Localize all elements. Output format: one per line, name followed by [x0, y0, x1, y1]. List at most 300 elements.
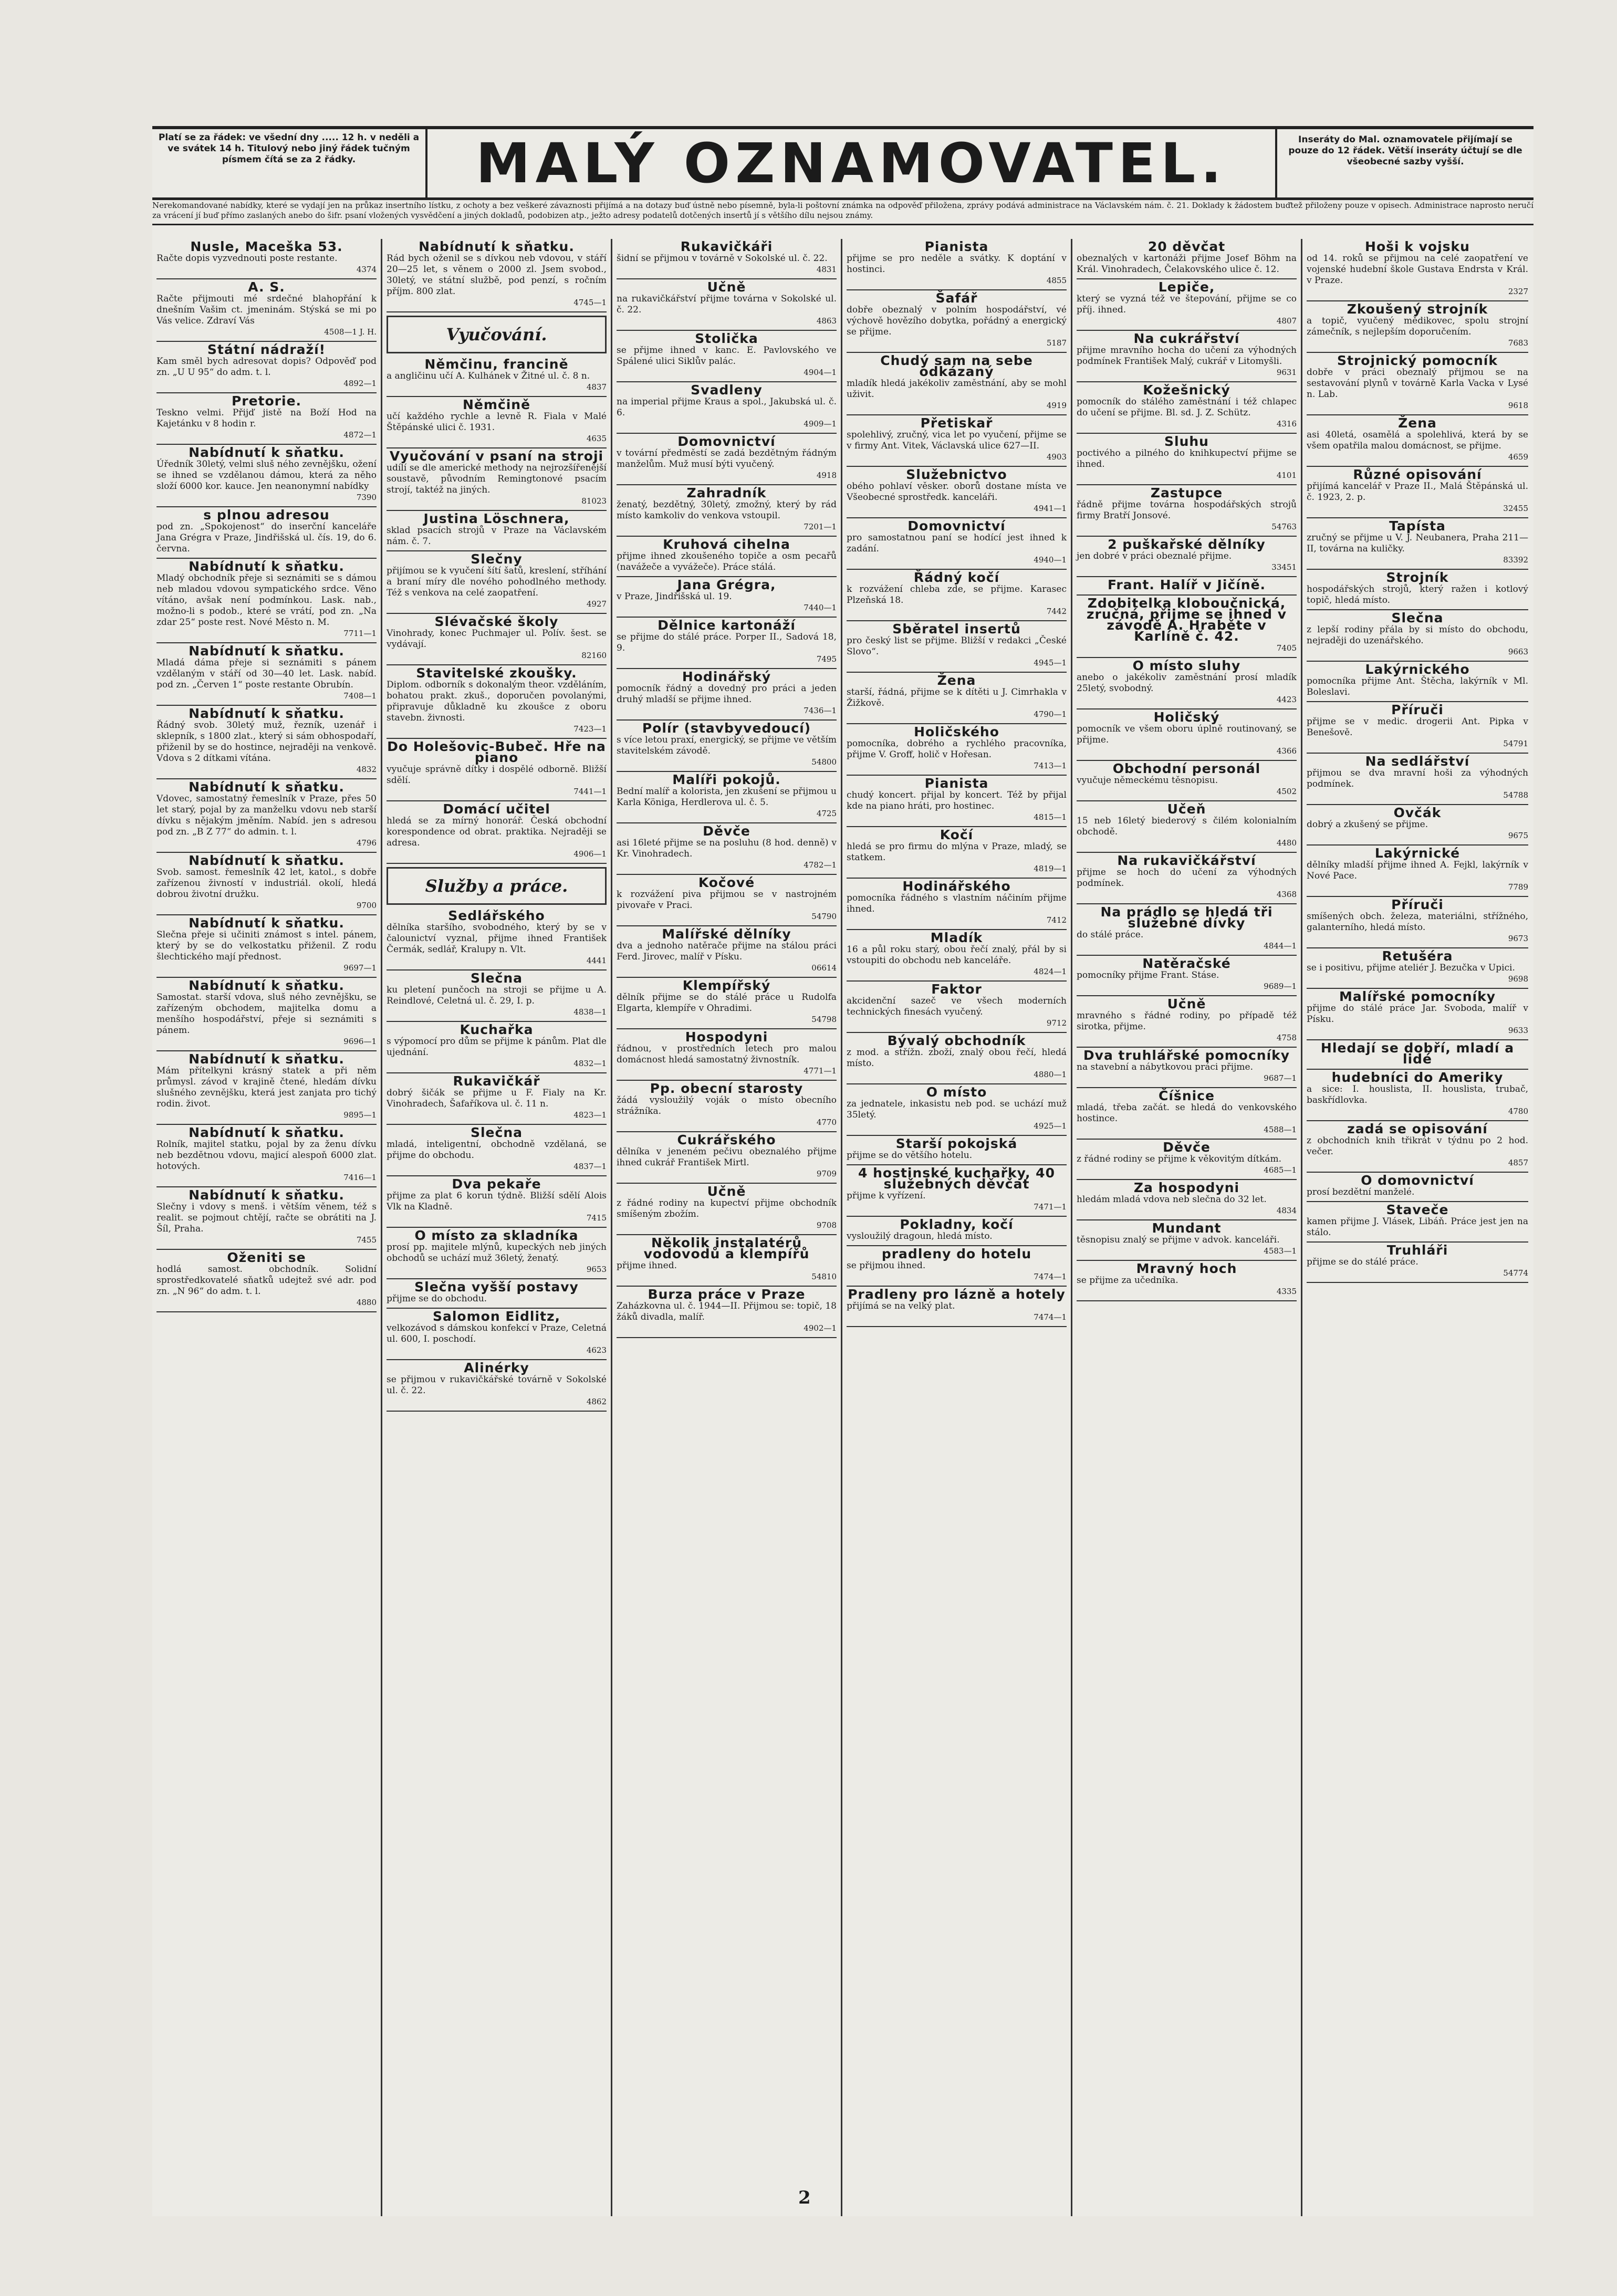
classified-ad: [157, 1125, 377, 1187]
ad-reference-number: 4745—1: [573, 298, 607, 307]
ad-text: řádně přijme továrna hospodářských strojů firmy Bratří Jonsové.: [1077, 499, 1297, 521]
ad-reference-number: 9631: [1276, 368, 1297, 377]
ad-title: Nabídnutí k sňatku.: [189, 1051, 345, 1067]
section-heading: Služby a práce.: [387, 867, 607, 905]
ad-title: Lakýrnické: [1374, 846, 1460, 861]
classified-ad: [617, 331, 837, 382]
classified-ad: [387, 239, 607, 312]
ad-title: Holičského: [914, 724, 999, 739]
ad-title: Slečna vyšší postavy: [414, 1279, 579, 1295]
ad-reference-number: 4101: [1276, 471, 1297, 480]
classified-ad: [1307, 1040, 1528, 1070]
ad-reference-number: 9689—1: [1264, 982, 1297, 991]
ad-title: Na rukavičkářství: [1117, 853, 1256, 868]
ad-title: Kočové: [698, 875, 755, 890]
ad-reference-number: 54791: [1503, 739, 1528, 748]
classified-ad: [1077, 1140, 1297, 1180]
classified-ad: [617, 772, 837, 823]
classified-ad: [387, 1073, 607, 1125]
classified-ad: [1077, 709, 1297, 761]
classified-ad: [387, 970, 607, 1022]
classified-ad: [1307, 702, 1528, 754]
ad-title: Pokladny, kočí: [900, 1217, 1014, 1232]
classified-ad: [1307, 805, 1528, 846]
ad-title: Do Holešovic-Bubeč. Hře na piano: [387, 739, 606, 765]
ad-reference-number: 4832: [356, 765, 377, 774]
ad-reference-number: 4685—1: [1264, 1165, 1297, 1175]
ad-reference-number: 4880—1: [1034, 1070, 1067, 1079]
ad-text: přijme mravního hocha do učení za výhodných podmínek František Malý, cukrář v Litomyšli.: [1077, 345, 1297, 367]
ad-reference-number: 32455: [1503, 504, 1528, 513]
ad-text: žádá vysloužilý voják o místo obecního strážníka.: [617, 1095, 837, 1116]
ad-title: Zastupce: [1150, 485, 1223, 500]
ad-text: na stavební a nábytkovou práci přijme.: [1077, 1062, 1253, 1072]
ad-reference-number: 7390: [356, 493, 377, 502]
classified-ad: [1307, 518, 1528, 570]
ad-title: Na sedlářství: [1365, 754, 1470, 769]
ad-title: Slévačské školy: [434, 614, 559, 629]
ad-title: Nabídnutí k sňatku.: [189, 643, 345, 659]
classified-ad: [1077, 1261, 1297, 1301]
classified-ad: [387, 1022, 607, 1073]
ad-reference-number: 83392: [1503, 555, 1528, 565]
ad-text: přijme se do obchodu.: [387, 1293, 487, 1304]
ad-text: Račte přijmouti mé srdečné blahopřání k dnešním Vašim ct. jmeninám. Stýská se mi po Vás velice. Zdraví Vás: [157, 294, 377, 326]
ad-reference-number: 4796: [356, 838, 377, 848]
ad-text: přijme se pro neděle a svátky. K doptání v hostinci.: [847, 253, 1067, 275]
ad-text: přijme ihned zkoušeného topiče a osm pecařů (navážeče a vyvážeče). Práce stálá.: [617, 551, 837, 572]
classified-ad: [387, 1279, 607, 1309]
ad-reference-number: 4844—1: [1264, 941, 1297, 951]
classified-ad: [847, 673, 1067, 724]
ad-text: Rád bych oženil se s dívkou neb vdovou, v stáří 20—25 let, s věnem o 2000 zl. Jsem svobod., 30letý, ve státní službě, pod penzí, s ročním příjm. 800 zlat.: [387, 253, 607, 297]
ad-reference-number: 4374: [356, 265, 377, 274]
classified-ad: [617, 1184, 837, 1235]
classified-ad: [847, 1246, 1067, 1287]
ad-title: Mravný hoch: [1136, 1261, 1237, 1276]
ad-text: dobře obeznalý v polním hospodářství, vé výchově hovězího dobytka, pořádný a energický se přijme.: [847, 305, 1067, 337]
ad-text: spolehlivý, zručný, vica let po vyučení, přijme se v firmy Ant. Vitek, Václavská ulice 627—II.: [847, 430, 1067, 451]
ad-text: Slečna přeje si učiniti známost s intel. pánem, který by se do velkostatku přiženil. Z rodu šlechtického mají přednost.: [157, 930, 377, 962]
classified-ad: [387, 1309, 607, 1360]
classified-ad: [1077, 485, 1297, 537]
ad-title: Učeň: [1167, 801, 1206, 817]
ad-reference-number: 4824—1: [1034, 967, 1067, 976]
ad-text: dobrý šičák se přijme u F. Fialy na Kr. Vinohradech, Šafaříkova ul. č. 11 n.: [387, 1088, 607, 1109]
ad-text: Samostat. starší vdova, sluš ného zevnějšku, se zařízeným obchodem, majitelka domu a menšího hospodářství, přeje si seznámiti s pánem.: [157, 992, 377, 1036]
ad-title: 4 hostinské kuchařky, 40 služebných děvčat: [858, 1165, 1055, 1192]
classified-ad: [1077, 996, 1297, 1048]
ad-reference-number: 54763: [1271, 522, 1297, 531]
classified-ad: [847, 1136, 1067, 1165]
ad-title: Nabídnutí k sňatku.: [189, 779, 345, 795]
column-2: [382, 239, 612, 2216]
classified-ad: [1307, 1173, 1528, 1202]
ad-text: a angličinu učí A. Kulhánek v Žitné ul. č. 8 n.: [387, 371, 590, 381]
ad-title: Sběratel insertů: [892, 621, 1021, 636]
ad-text: na imperial přijme Kraus a spol., Jakubská ul. č. 6.: [617, 396, 837, 418]
ad-text: sklad psacích strojů v Praze na Václavském nám. č. 7.: [387, 525, 607, 547]
ad-reference-number: 7455: [356, 1235, 377, 1245]
classified-ad: [1077, 1220, 1297, 1261]
ad-reference-number: 7471—1: [1034, 1202, 1067, 1212]
classified-ad: [1307, 989, 1528, 1040]
ad-title: zadá se opisování: [1347, 1121, 1488, 1136]
ad-text: Řádný svob. 30letý muž, řezník, uzenář i sklepník, s 1800 zlat., který si sám obhospodaří, přiženil by se do hostince, nejraději na venkově. Vdova s 2 dítkami vítána.: [157, 720, 377, 764]
classified-ad: [387, 448, 607, 511]
classified-ad: [847, 353, 1067, 415]
ad-text: přijímou se k vyučení šítí šatů, kreslení, stříhání a braní míry dle nového pohodlného methody. Též s venkova na celé zaopatření.: [387, 566, 607, 598]
ad-text: učí každého rychle a levně R. Fiala v Malé Štěpánské ulici č. 1931.: [387, 411, 607, 433]
ad-text: řádnou, v prostředních letech pro malou domácnost hledá samostatný živnostník.: [617, 1043, 837, 1065]
ad-text: anebo o jakékoliv zaměstnání prosí mladík 25letý, svobodný.: [1077, 672, 1297, 694]
ad-text: pomocníka přijme Ant. Štěcha, lakýrník v Ml. Boleslavi.: [1307, 676, 1528, 697]
ad-reference-number: 4863: [816, 316, 837, 326]
ad-title: Za hospodyni: [1133, 1180, 1240, 1195]
ad-reference-number: 4855: [1046, 276, 1067, 285]
classified-ad: [847, 827, 1067, 879]
classified-ad: [847, 239, 1067, 290]
classified-ad: [617, 485, 837, 537]
ad-title: pradleny do hotelu: [881, 1246, 1032, 1261]
ad-title: Lakýrnického: [1365, 662, 1470, 677]
ad-text: šidní se přijmou v továrně v Sokolské ul. č. 22.: [617, 253, 828, 264]
ad-text: Slečny i vdovy s menš. i větším věnem, též s realit. se pojmout chtějí, račte se obrátiti na J. Šíl, Praha.: [157, 1202, 377, 1234]
ad-reference-number: 4659: [1508, 452, 1528, 462]
ad-text: s výpomocí pro dům se přijme k pánům. Plat dle ujednání.: [387, 1036, 607, 1058]
ad-title: A. S.: [248, 279, 285, 295]
classified-ad: [617, 537, 837, 577]
classified-ad: [847, 776, 1067, 827]
ad-text: přijme k vyřízení.: [847, 1191, 926, 1201]
ad-title: Hospodyni: [685, 1029, 768, 1045]
ad-title: Příruči: [1391, 897, 1444, 912]
ad-title: 2 puškařské dělníky: [1108, 537, 1266, 552]
classified-ad: [617, 1132, 837, 1184]
ad-text: mladík hledá jakékoliv zaměstnání, aby se mohl uživit.: [847, 378, 1067, 400]
ad-title: Nabídnutí k sňatku.: [189, 445, 345, 460]
ad-text: hledám mladá vdova neb slečna do 32 let.: [1077, 1194, 1267, 1205]
ad-title: Slečny: [471, 551, 523, 567]
ad-title: Jana Grégra,: [677, 577, 776, 592]
ad-title: Dělnice kartonáží: [658, 618, 796, 633]
classified-ad: [157, 779, 377, 853]
ad-text: z obchodních knih třikrát v týdnu po 2 hod. večer.: [1307, 1135, 1528, 1157]
ad-text: mladá, třeba začát. se hledá do venkovského hostince.: [1077, 1102, 1297, 1124]
ad-text: zručný se přijme u V. J. Neubanera, Praha 211—II, továrna na kuličky.: [1307, 533, 1528, 554]
ad-reference-number: 4941—1: [1034, 504, 1067, 513]
classified-ad: [387, 739, 607, 801]
classified-ad: [387, 1176, 607, 1228]
ad-title: 20 děvčat: [1147, 239, 1226, 254]
ad-title: Nabídnutí k sňatku.: [189, 1187, 345, 1203]
ad-text: s více letou praxí, energický, se přijme ve větším stavitelském závodě.: [617, 735, 837, 756]
ad-title: Pretorie.: [231, 393, 302, 409]
classified-ad: [617, 978, 837, 1029]
ad-text: prosí bezdětní manželé.: [1307, 1187, 1415, 1197]
classified-ad: [1077, 1048, 1297, 1088]
ad-title: Slečna: [470, 1125, 523, 1140]
ad-text: z řádné rodiny se přijme k věkovitým dítkám.: [1077, 1154, 1282, 1164]
ad-text: který se vyzná též ve štepování, přijme se co příj. ihned.: [1077, 294, 1297, 315]
classified-ad: [1307, 1202, 1528, 1243]
ad-title: Tapísta: [1389, 518, 1446, 534]
ad-reference-number: 7416—1: [343, 1173, 377, 1182]
ad-reference-number: 4368: [1276, 890, 1297, 899]
ad-title: Stolička: [695, 331, 758, 346]
ad-reference-number: 7474—1: [1034, 1312, 1067, 1322]
ad-title: Žena: [937, 673, 976, 688]
ad-reference-number: 7201—1: [804, 522, 837, 531]
ad-title: Cukrářského: [677, 1132, 776, 1147]
ad-title: Sedlářského: [448, 908, 545, 923]
ad-text: pomocníka, dobrého a rychlého pracovníka, přijme V. Groff, holič v Hořesan.: [847, 738, 1067, 760]
classified-ad: [387, 665, 607, 739]
ad-reference-number: 4880: [356, 1298, 377, 1307]
ad-text: v Praze, Jindřišská ul. 19.: [617, 591, 732, 602]
ad-text: chudý koncert. přijal by koncert. Též by přijal kde na piano hráti, pro hostinec.: [847, 790, 1067, 811]
section-heading: Vyučování.: [387, 316, 607, 353]
ad-reference-number: 4441: [586, 956, 607, 965]
ad-title: Pp. obecní starosty: [650, 1081, 804, 1096]
ad-text: z řádné rodiny na kupectví přijme obchodník smíšeným zbožím.: [617, 1198, 837, 1219]
classified-ad: [1077, 434, 1297, 485]
ad-reference-number: 4872—1: [343, 430, 377, 440]
ad-reference-number: 4502: [1276, 787, 1297, 796]
ad-text: těsnopisu znalý se přijme v advok. kanceláři.: [1077, 1235, 1280, 1245]
ad-title: Malíři pokojů.: [672, 772, 781, 787]
column-3: [612, 239, 842, 2216]
ad-title: Vyučování v psaní na stroji: [389, 448, 604, 464]
ad-reference-number: 7415: [586, 1213, 607, 1223]
ad-reference-number: 5187: [1046, 338, 1067, 348]
ad-title: Služebnictvo: [906, 467, 1007, 482]
ad-text: přijme za plat 6 korun týdně. Bližší sdělí Alois Vlk na Kladně.: [387, 1191, 607, 1212]
ad-reference-number: 4423: [1276, 695, 1297, 704]
ad-text: hledá se za mírný honorář. Česká obchodní korespondence od obrat. praktika. Nejraději se adresa.: [387, 816, 607, 848]
classified-ad: [157, 445, 377, 507]
ad-reference-number: 4837: [586, 382, 607, 392]
ad-text: se přijme do stálé práce. Porper II., Sadová 18, 9.: [617, 632, 837, 653]
ad-reference-number: 7413—1: [1034, 761, 1067, 770]
classified-ad: [617, 721, 837, 772]
classified-ad: [157, 507, 377, 559]
classified-ad: [157, 915, 377, 978]
ad-reference-number: 4832—1: [573, 1059, 607, 1068]
ad-reference-number: 4892—1: [343, 379, 377, 388]
ad-reference-number: 9673: [1508, 934, 1528, 943]
ad-text: přijme se do většího hotelu.: [847, 1150, 973, 1161]
ad-title: s plnou adresou: [203, 507, 330, 523]
ad-reference-number: 4335: [1276, 1287, 1297, 1296]
classified-ad: [847, 290, 1067, 353]
ad-text: přijme se do stálé práce.: [1307, 1257, 1418, 1267]
column-1: [152, 239, 382, 2216]
ad-title: Hoši k vojsku: [1365, 239, 1470, 254]
ad-title: Stavitelské zkoušky.: [416, 665, 577, 681]
ad-title: Dva pekaře: [452, 1176, 541, 1192]
classified-ad: [387, 1360, 607, 1412]
classified-ad: [847, 930, 1067, 982]
ad-reference-number: 9709: [816, 1169, 837, 1178]
ad-reference-number: 7683: [1508, 338, 1528, 348]
ad-text: kamen přijme J. Vlásek, Libáň. Práce jest jen na stálo.: [1307, 1216, 1528, 1238]
ad-text: se přijme ihned v kanc. E. Pavlovského ve Spálené ulici Siklův palác.: [617, 345, 837, 367]
classified-ad: [387, 801, 607, 864]
ad-reference-number: 54790: [811, 912, 837, 921]
ad-title: Dva truhlářské pomocníky: [1083, 1048, 1290, 1063]
ad-reference-number: 4857: [1508, 1158, 1528, 1167]
ad-reference-number: 9633: [1508, 1026, 1528, 1035]
ad-reference-number: 4771—1: [804, 1066, 837, 1076]
ad-text: k rozvážení piva přijmou se v nastrojném pivovaře v Praci.: [617, 889, 837, 911]
ad-reference-number: 7789: [1508, 882, 1528, 892]
ad-reference-number: 4862: [586, 1397, 607, 1406]
ad-text: smíšených obch. železa, materiálni, střížného, galanterního, hledá místo.: [1307, 911, 1528, 933]
classified-ad: [157, 706, 377, 779]
classified-ad: [1077, 956, 1297, 996]
ad-text: pro český list se přijme. Bližší v redakci „České Slovo“.: [847, 635, 1067, 657]
classified-ad: [387, 1228, 607, 1279]
ad-text: Úředník 30letý, velmi sluš ného zevnějšku, ožení se ihned se vzdělanou dámou, která za něho složí 6000 kor. kauce. Jen neanonymní nabídky: [157, 459, 377, 492]
classified-ad: [847, 621, 1067, 673]
ad-title: Domovnictví: [907, 518, 1006, 534]
ad-text: přijímá se na velký plat.: [847, 1301, 955, 1311]
ad-text: hledá se pro firmu do mlýna v Praze, mladý, se statkem.: [847, 841, 1067, 863]
classified-ad: [1077, 239, 1297, 279]
ad-text: přijmou se dva mravní hoši za výhodných podmínek.: [1307, 768, 1528, 789]
ad-title: Kočí: [940, 827, 974, 842]
ad-text: za jednatele, inkasistu neb pod. se uchází muž 35letý.: [847, 1099, 1067, 1120]
ad-text: 15 neb 16letý biederový s čilém kolonialním obchodě.: [1077, 816, 1297, 837]
classified-ad: [1307, 754, 1528, 805]
ad-reference-number: 06614: [811, 963, 837, 973]
ad-text: ženatý, bezdětný, 30letý, zmožný, který by rád místo kamkoliv do venkova vstoupil.: [617, 499, 837, 521]
ad-reference-number: 4635: [586, 434, 607, 443]
classified-columns: [152, 239, 1533, 2216]
ad-title: Chudý sam na sebe odkázaný: [880, 353, 1033, 379]
ad-reference-number: 4902—1: [804, 1323, 837, 1333]
ad-title: Příruči: [1391, 702, 1444, 717]
classified-ad: [387, 614, 607, 665]
ad-reference-number: 4903: [1046, 452, 1067, 462]
ad-reference-number: 7495: [816, 654, 837, 664]
ad-reference-number: 4588—1: [1264, 1125, 1297, 1134]
ad-reference-number: 7442: [1046, 607, 1067, 616]
classified-ad: [387, 397, 607, 448]
classified-ad: [847, 1287, 1067, 1327]
classified-ad: [847, 1084, 1067, 1136]
classified-ad: [1077, 1180, 1297, 1220]
ad-title: Justina Löschnera,: [423, 511, 570, 526]
classified-ad: [1307, 353, 1528, 415]
ad-title: Strojník: [1386, 570, 1449, 585]
ad-text: dobře v práci obeznalý přijmou se na sestavování plynů v továrně Karla Vacka v Lysé n. Lab.: [1307, 367, 1528, 400]
ad-reference-number: 9708: [816, 1220, 837, 1230]
ad-text: pod zn. „Spokojenost“ do inserční kanceláře Jana Grégra v Praze, Jindřišská ul. čís. 19, do 6. června.: [157, 521, 377, 554]
classified-ad: [617, 1235, 837, 1287]
ad-title: O místo za skladníka: [414, 1228, 579, 1243]
ad-reference-number: 4940—1: [1034, 555, 1067, 565]
classified-ad: [847, 1217, 1067, 1246]
ad-title: Domácí učitel: [443, 801, 550, 817]
ad-text: Diplom. odborník s dokonalým theor. vzděláním, bohatou prakt. zkuš., doporučen povolanými, připravuje důkladně ku zkoušce z oboru stavebn. živnosti.: [387, 680, 607, 723]
ad-title: Mundant: [1152, 1220, 1222, 1236]
ad-title: Malířské pomocníky: [1339, 989, 1496, 1004]
classified-ad: [157, 853, 377, 915]
ad-text: starší, řádná, přijme se k dítěti u J. Cimrhakla v Žižkově.: [847, 687, 1067, 708]
ad-reference-number: 4782—1: [804, 860, 837, 870]
classified-ad: [1077, 761, 1297, 801]
ad-title: Mladík: [930, 930, 983, 945]
ad-text: asi 16leté přijme se na posluhu (8 hod. denně) v Kr. Vinohradech.: [617, 838, 837, 859]
ad-text: dělník přijme se do stálé práce u Rudolfa Elgarta, klempíře v Ohradimi.: [617, 992, 837, 1014]
ad-reference-number: 54800: [811, 757, 837, 767]
ad-text: vysloužilý dragoun, hledá místo.: [847, 1231, 993, 1241]
ad-title: Starší pokojská: [895, 1136, 1018, 1151]
ad-title: Kožešnický: [1143, 382, 1230, 398]
classified-ad: [847, 467, 1067, 518]
classified-ad: [1307, 239, 1528, 301]
ad-title: Zkoušený strojník: [1347, 301, 1488, 317]
ad-title: Staveče: [1386, 1202, 1449, 1217]
column-6: [1302, 239, 1532, 2216]
ad-title: Děvče: [1163, 1140, 1211, 1155]
ad-text: se přijme za učedníka.: [1077, 1275, 1178, 1286]
ad-text: Zaházkovna ul. č. 1944—II. Přijmou se: topič, 18 žáků divadla, malíř.: [617, 1301, 837, 1322]
ad-title: Malířské dělníky: [662, 926, 791, 942]
ad-text: přijme do stálé práce Jar. Svoboda, malíř v Písku.: [1307, 1003, 1528, 1025]
ad-text: pomocník ve všem oboru úplně routinovaný, se přijme.: [1077, 724, 1297, 745]
classified-ad: [157, 559, 377, 643]
ad-title: Učně: [1167, 996, 1206, 1011]
ad-reference-number: 4725: [816, 809, 837, 818]
classified-ad: [617, 1081, 837, 1132]
ad-reference-number: 7440—1: [804, 603, 837, 612]
ad-title: Kuchařka: [460, 1022, 534, 1037]
ad-reference-number: 54774: [1503, 1268, 1528, 1278]
ad-title: Žena: [1398, 415, 1437, 431]
ad-title: Děvče: [703, 823, 750, 839]
ad-text: velkozávod s dámskou konfekcí v Praze, Celetná ul. 600, I. poschodí.: [387, 1323, 607, 1344]
ad-title: Frant. Halíř v Jičíně.: [1107, 577, 1266, 592]
page-title: MALÝ OZNAMOVATEL.: [476, 131, 1227, 195]
ad-text: z lepší rodiny přála by si místo do obchodu, nejraději do uzenářského.: [1307, 624, 1528, 646]
ad-reference-number: 9700: [356, 901, 377, 910]
classified-ad: [1307, 1121, 1528, 1173]
ad-text: mladá, inteligentní, obchodně vzdělaná, se přijme do obchodu.: [387, 1139, 607, 1161]
classified-ad: [1077, 537, 1297, 577]
ad-title: Nabídnutí k sňatku.: [189, 559, 345, 574]
ad-title: Učně: [707, 1184, 746, 1199]
ad-reference-number: 33451: [1271, 562, 1297, 572]
ad-title: Klempířský: [682, 978, 771, 993]
ad-text: z mod. a střížn. zboží, znalý obou řečí, hledá místo.: [847, 1047, 1067, 1069]
classified-ad: [617, 1029, 837, 1081]
ad-text: Mám přítelkyni krásný statek a při něm průmysl. závod v krajině čtené, hledám dívku slušného zevnějšku, která jest zanjata pro tichý rodin. život.: [157, 1066, 377, 1109]
ad-title: Různé opisování: [1353, 467, 1482, 482]
ad-text: obeznalých v kartonáži přijme Josef Böhm na Král. Vinohradech, Čelakovského ulice č. 12.: [1077, 253, 1297, 275]
classified-ad: [1307, 467, 1528, 518]
ad-reference-number: 4819—1: [1034, 864, 1067, 873]
ad-title: Bývalý obchodník: [887, 1033, 1026, 1048]
classified-ad: [387, 357, 607, 397]
ad-reference-number: 4480: [1276, 838, 1297, 848]
ad-title: Pianista: [924, 239, 989, 254]
ad-text: Vdovec, samostatný řemeslník v Praze, přes 50 let starý, pojal by za manželku vdovu neb starší dívku s nějakým jměním. Nabíd. jen s adresou pod zn. „B Z 77“ do admin. t. l.: [157, 794, 377, 837]
ad-title: Nabídnutí k sňatku.: [189, 1125, 345, 1140]
ad-reference-number: 4583—1: [1264, 1246, 1297, 1256]
